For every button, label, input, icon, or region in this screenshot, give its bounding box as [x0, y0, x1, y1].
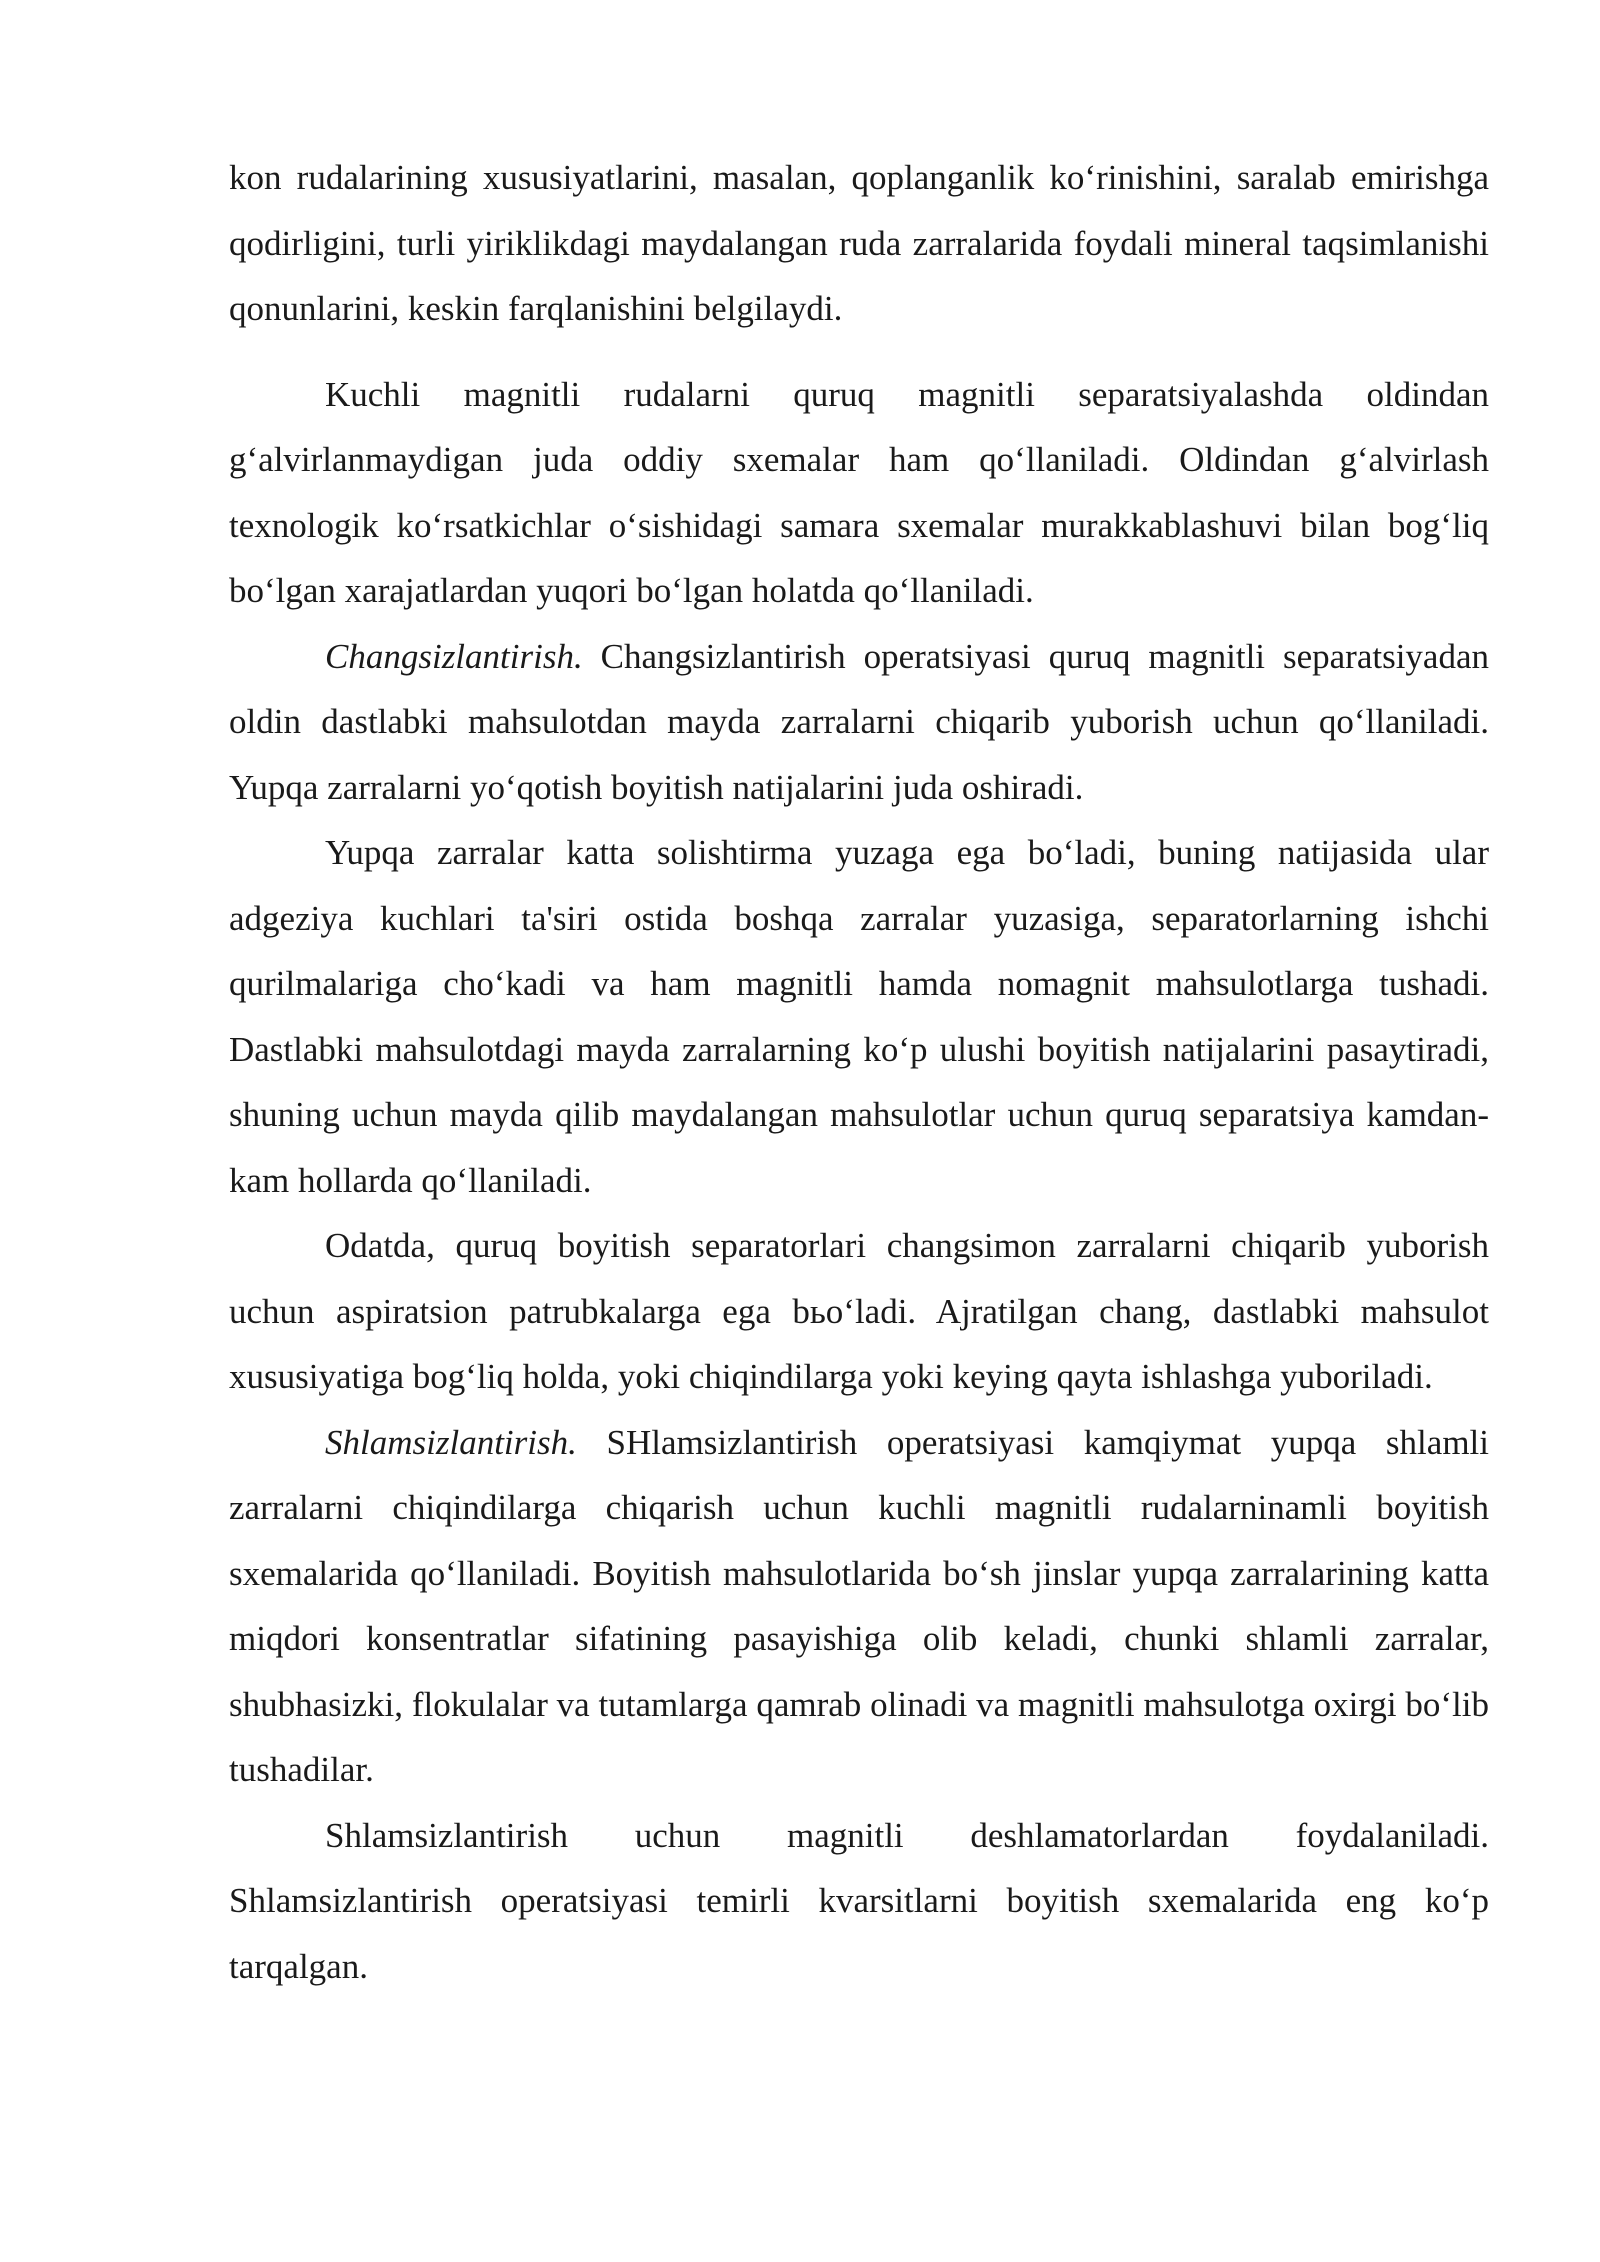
section-heading-changsizlantirish: Changsizlantirish.	[325, 636, 583, 676]
paragraph-5	[229, 1213, 1489, 1410]
paragraph-text: Kuchli magnitli rudalarni quruq magnitli separatsiyalashda oldindan g‘alvirlanmaydigan juda oddiy sxemalar ham qo‘llaniladi. Oldindan g‘alvirlash texnologik ko‘rsatkichlar o‘sishidagi samara sxemalar murakkablashuvi bilan bog‘liq bo‘lgan xarajatlardan yuqori bo‘lgan holatda qo‘llaniladi.	[229, 374, 1489, 610]
document-page	[229, 145, 1489, 1999]
paragraph-7	[229, 1803, 1489, 2000]
paragraph-text: Changsizlantirish operatsiyasi quruq magnitli separatsiyadan oldin dastlabki mahsulotdan mayda zarralarni chiqarib yuborish uchun qo‘llaniladi. Yupqa zarralarni yo‘qotish boyitish natijalarini juda oshiradi.	[229, 636, 1489, 807]
paragraph-text: Odatda, quruq boyitish separatorlari changsimon zarralarni chiqarib yuborish uchun aspiratsion patrubkalarga ega bьo‘ladi. Ajratilgan chang, dastlabki mahsulot xususiyatiga bog‘liq holda, yoki chiqindilarga yoki keying qayta ishlashga yuboriladi.	[229, 1226, 1489, 1396]
paragraph-4	[229, 820, 1489, 1213]
paragraph-1	[229, 145, 1489, 342]
section-heading-shlamsizlantirish: Shlamsizlantirish.	[325, 1422, 577, 1462]
paragraph-2	[229, 362, 1489, 624]
paragraph-text: Yupqa zarralar katta solishtirma yuzaga ega bo‘ladi, buning natijasida ular adgeziya kuchlari ta'siri ostida boshqa zarralar yuzasiga, separatorlarning ishchi qurilmalariga cho‘kadi va ham magnitli hamda nomagnit mahsulotlarga tushadi. Dastlabki mahsulotdagi mayda zarralarning ko‘p ulushi boyitish natijalarini pasaytiradi, shuning uchun mayda qilib maydalangan mahsulotlar uchun quruq separatsiya kamdan-kam hollarda qo‘llaniladi.	[229, 833, 1489, 1200]
paragraph-text: Shlamsizlantirish uchun magnitli deshlamatorlardan foydalaniladi. Shlamsizlantirish operatsiyasi temirli kvarsitlarni boyitish sxemalarida eng ko‘p tarqalgan.	[229, 1815, 1489, 1986]
paragraph-text: SHlamsizlantirish operatsiyasi kamqiymat yupqa shlamli zarralarni chiqindilarga chiqarish uchun kuchli magnitli rudalarninamli boyitish sxemalarida qo‘llaniladi. Boyitish mahsulotlarida bo‘sh jinslar yupqa zarralarining katta miqdori konsentratlar sifatining pasayishiga olib keladi, chunki shlamli zarralar, shubhasizki, flokulalar va tutamlarga qamrab olinadi va magnitli mahsulotga oxirgi bo‘lib tushadilar.	[229, 1422, 1489, 1789]
paragraph-3	[229, 624, 1489, 821]
paragraph-6	[229, 1410, 1489, 1803]
paragraph-text: kon rudalarining xususiyatlarini, masalan, qoplanganlik ko‘rinishini, saralab emirishga qodirligini, turli yiriklikdagi maydalangan ruda zarralarida foydali mineral taqsimlanishi qonunlarini, keskin farqlanishini belgilaydi.	[229, 158, 1489, 328]
